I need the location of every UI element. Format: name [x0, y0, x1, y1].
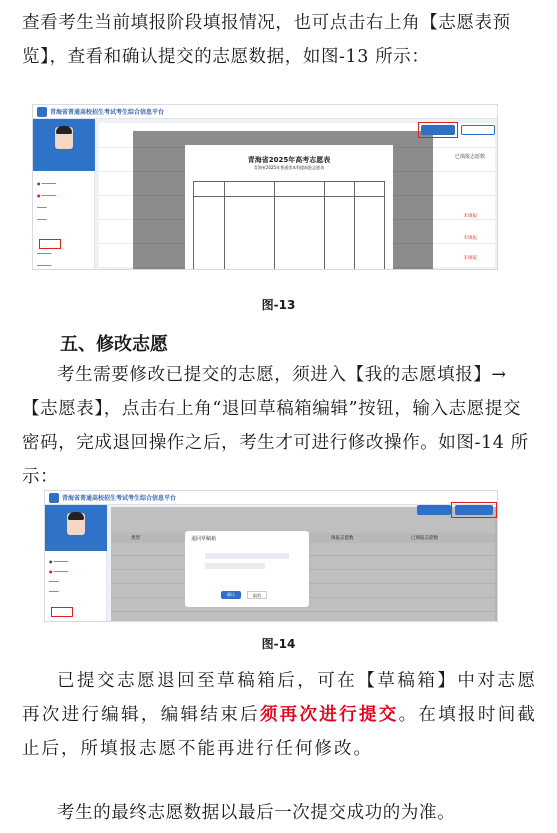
highlight-box	[51, 607, 73, 617]
draft-edit-paragraph	[22, 664, 537, 766]
sidebar-item[interactable]: ━━━━━━	[37, 251, 52, 256]
column-header: 已填报志愿数	[454, 154, 485, 160]
info-line	[205, 563, 265, 569]
profile-panel	[33, 119, 95, 171]
preview-button[interactable]	[417, 505, 451, 515]
figure-14-screenshot	[44, 490, 498, 622]
sidebar-item[interactable]: ━━━━	[49, 579, 59, 584]
sidebar-item[interactable]: ━━━━	[37, 205, 47, 210]
pdf-preview-page	[185, 145, 393, 270]
password-field[interactable]	[205, 553, 289, 559]
avatar	[55, 127, 73, 149]
dialog-ok-button[interactable]: 确认	[221, 591, 241, 599]
intro-paragraph: 查看考生当前填报阶段填报情况，也可点击右上角【志愿表预览】，查看和确认提交的志愿数据，如图-13 所示：	[22, 13, 511, 67]
sidebar-item[interactable]: ● ━━━━━━	[49, 559, 69, 564]
sidebar	[33, 119, 95, 269]
final-data-paragraph: 考生的最终志愿数据以最后一次提交成功的为准。	[57, 803, 456, 823]
status-badge: 未填报	[463, 236, 477, 241]
deadline-text: 。在填报时间截止后，所填报志愿不能再进行任何修改。	[22, 705, 538, 759]
pdf-title: 青海省2025年高考志愿表	[247, 156, 331, 164]
app-title: 青海省普通高校招生考试考生综合信息平台	[62, 495, 177, 502]
highlight-box	[39, 239, 61, 249]
app-header	[45, 491, 497, 505]
figure-13-screenshot	[32, 104, 498, 270]
column-header: 填报志愿数	[331, 536, 354, 541]
status-badge: 未填报	[463, 214, 477, 219]
sidebar	[45, 505, 107, 621]
highlight-box	[451, 502, 497, 518]
profile-panel	[45, 505, 107, 551]
pdf-subtitle: 青海省2025年普通类本科提前批志愿表	[253, 165, 325, 170]
pdf-table	[193, 181, 385, 270]
sidebar-item[interactable]: ━━━━━━	[37, 263, 52, 268]
app-header	[33, 105, 497, 119]
sidebar-item[interactable]: ● ━━━━━━	[37, 181, 57, 186]
sidebar-item[interactable]: ━━━━	[37, 217, 47, 222]
column-header: 已填报志愿数	[411, 536, 438, 541]
column-header: 类型	[131, 536, 140, 541]
draft-edit-text: 已提交志愿退回至草稿箱后，可在【草稿箱】中对志愿再次进行编辑，编辑结束后	[22, 671, 537, 725]
sidebar-item-active[interactable]: ● ━━━━━━	[49, 569, 69, 574]
dialog-cancel-button[interactable]: 取消	[247, 591, 267, 599]
modify-instructions-paragraph: 考生需要修改已提交的志愿，须进入【我的志愿填报】→【志愿表】，点击右上角“退回草稿箱编辑”按钮，输入志愿提交密码，完成退回操作之后，考生才可进行修改操作。如图-14 所示：	[22, 365, 529, 487]
status-badge: 未填报	[463, 256, 477, 261]
resubmit-emphasis: 须再次进行提交	[259, 705, 399, 725]
return-to-draft-dialog	[185, 531, 309, 607]
highlight-box	[418, 122, 458, 138]
platform-logo-icon	[37, 107, 47, 117]
app-title: 青海省普通高校招生考试考生综合信息平台	[50, 109, 165, 116]
figure-14-caption: 图-14	[261, 637, 296, 651]
sidebar-item[interactable]: ━━━━	[49, 589, 59, 594]
back-to-draft-button[interactable]	[461, 125, 495, 135]
avatar	[67, 513, 85, 535]
platform-logo-icon	[49, 493, 59, 503]
dialog-title: 退回草稿箱	[191, 536, 217, 542]
figure-13-caption: 图-13	[261, 298, 296, 312]
section-heading: 五、修改志愿	[60, 334, 168, 355]
sidebar-item-active[interactable]: ● ━━━━━━	[37, 193, 57, 198]
